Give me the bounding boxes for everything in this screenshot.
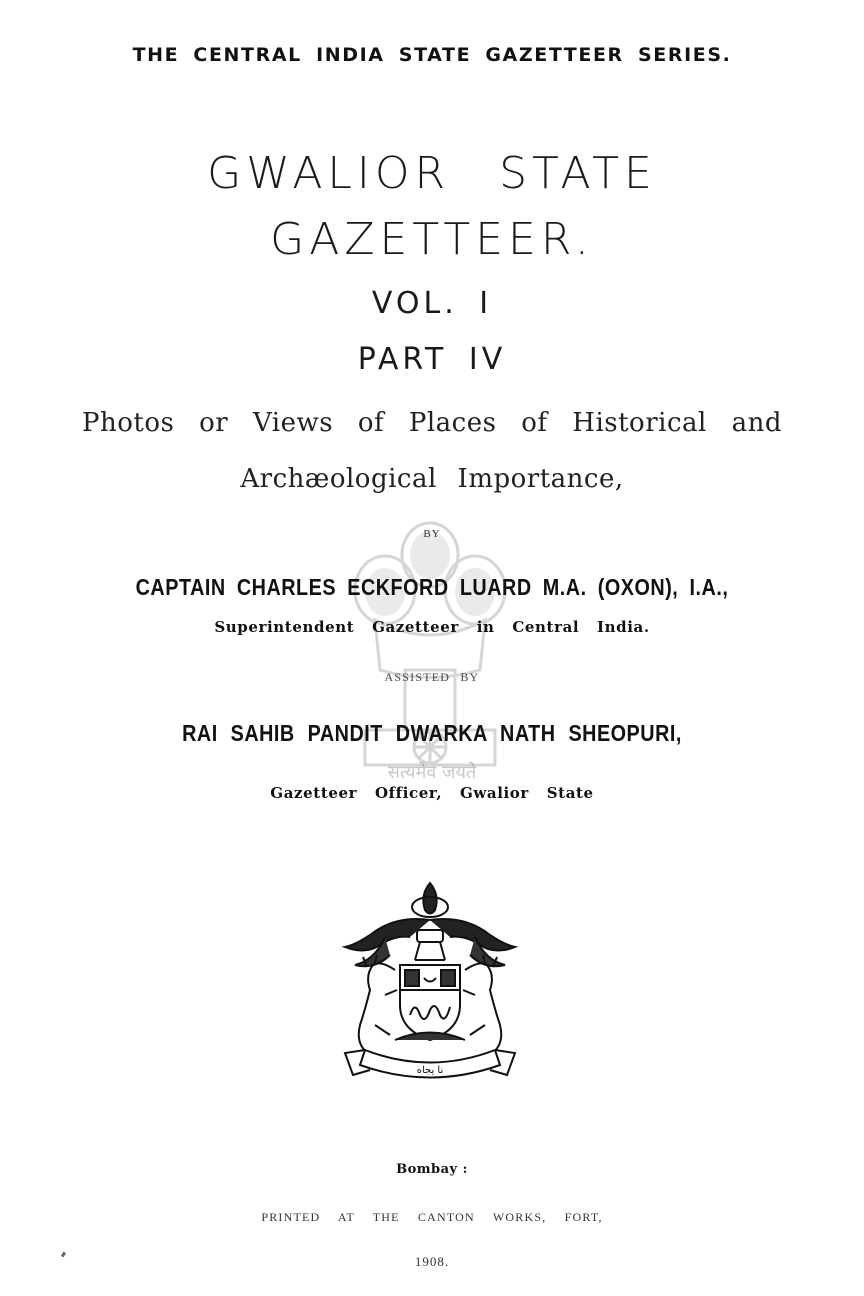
title-line-2: GAZETTEER. xyxy=(270,214,594,265)
assistant-role: Gazetteer Officer, Gwalior State xyxy=(270,784,594,802)
assisted-by-label: ASSISTED BY xyxy=(384,670,480,684)
part-label: PART IV xyxy=(357,342,507,377)
printer-line: PRINTED AT THE CANTON WORKS, FORT, xyxy=(261,1210,603,1224)
subject-line-1: Photos or Views of Places of Historical and xyxy=(82,408,782,438)
watermark-motto: सत्यमेव जयते xyxy=(387,762,477,783)
series-heading: THE CENTRAL INDIA STATE GAZETTEER SERIES. xyxy=(132,44,732,66)
author-role: Superintendent Gazetteer in Central India. xyxy=(214,618,650,636)
crest-motto: نا یجاه xyxy=(416,1065,444,1076)
subject-line-2: Archæological Importance, xyxy=(240,464,624,494)
assistant-name: RAI SAHIB PANDIT DWARKA NATH SHEOPURI, xyxy=(182,720,682,746)
coat-of-arms-icon xyxy=(325,875,535,1090)
by-label: BY xyxy=(423,528,441,540)
author-name: CAPTAIN CHARLES ECKFORD LUARD M.A. (OXON), I.A., xyxy=(135,574,729,600)
publication-year: 1908. xyxy=(414,1254,450,1269)
publisher-city: Bombay : xyxy=(396,1162,468,1177)
title-line-1: GWALIOR STATE xyxy=(207,148,657,199)
volume-label: VOL. I xyxy=(371,286,493,321)
